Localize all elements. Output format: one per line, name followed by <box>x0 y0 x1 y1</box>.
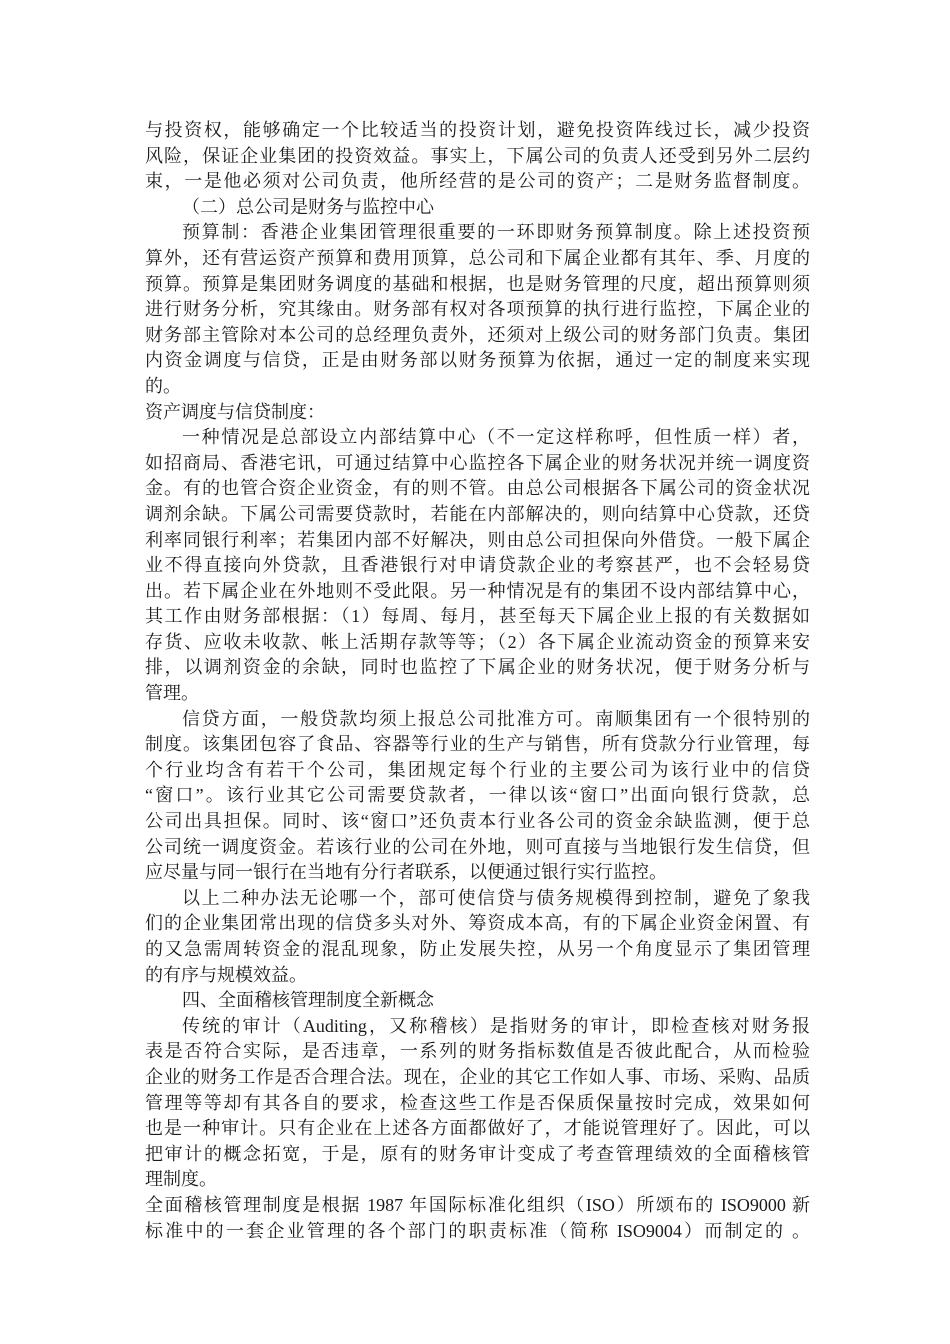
text-line: “窗口”。该行业其它公司需要贷款者，一律以该“窗口”出面向银行贷款，总 <box>145 785 810 806</box>
text-line: 信贷方面，一般贷款均须上报总公司批准方可。南顺集团有一个很特别的 <box>182 708 810 729</box>
text-line: 其工作由财务部根据：（1）每周、每月，甚至每天下属企业上报的有关数据如 <box>145 606 810 627</box>
text-line: 调剂余缺。下属公司需要贷款时，若能在内部解决的，则向结算中心贷款，还贷 <box>145 503 810 524</box>
text-line: 管理。 <box>145 683 199 704</box>
text-line: 的又急需周转资金的混乱现象，防止发展失控，从另一个角度显示了集团管理 <box>145 939 810 959</box>
text-line: 四、全面稽核管理制度全新概念 <box>182 990 434 1011</box>
text-line: 们的企业集团常出现的信贷多头对外、筹资成本高，有的下属企业资金闲置、有 <box>145 913 810 934</box>
text-line: 预算制：香港企业集团管理很重要的一环即财务预算制度。除上述投资预 <box>182 222 810 243</box>
text-line: 与投资权，能够确定一个比较适当的投资计划，避免投资阵线过长，减少投资 <box>145 120 810 140</box>
text-line: 业不得直接向外贷款，且香港银行对申请贷款企业的考察甚严，也不会轻易贷 <box>145 555 810 576</box>
text-line: （二）总公司是财务与监控中心 <box>182 196 434 217</box>
text-line: 预算。预算是集团财务调度的基础和根据，也是财务管理的尺度，超出预算则须 <box>145 273 810 294</box>
text-line: 排，以调剂资金的余缺，同时也监控了下属企业的财务状况，便于财务分析与 <box>145 657 810 678</box>
text-line: 束，一是他必须对公司负责，他所经营的是公司的资产；二是财务监督制度。 <box>145 171 810 192</box>
text-line: 企业的财务工作是否合理合法。现在，企业的其它工作如人事、市场、采购、品质 <box>145 1066 810 1087</box>
text-line: 存货、应收未收款、帐上活期存款等等；（2）各下属企业流动资金的预算来安 <box>145 631 810 652</box>
text-line: 内资金调度与信贷，正是由财务部以财务预算为依据，通过一定的制度来实现 <box>145 350 810 371</box>
text-line: 管理等等却有其各自的要求，检查这些工作是否保质保量按时完成，效果如何 <box>145 1092 810 1113</box>
text-line: 算外，还有营运资产预算和费用顶算，总公司和下属企业都有其年、季、月度的 <box>145 247 810 268</box>
text-line: 理制度。 <box>145 1169 217 1190</box>
text-line: 一种情况是总部设立内部结算中心（不一定这样称呼，但性质一样）者， <box>182 427 810 448</box>
text-line: 制度。该集团包容了食品、容器等行业的生产与销售，所有贷款分行业管理，每 <box>145 734 810 755</box>
text-line: 金。有的也管合资企业资金，有的则不管。由总公司根据各下属公司的资金状况 <box>145 478 810 499</box>
text-line: 把审计的概念拓宽，于是，原有的财务审计变成了考查管理绩效的全面稽核管 <box>145 1143 810 1164</box>
text-line: 资产调度与信贷制度： <box>145 401 325 422</box>
text-line: 出。若下属企业在外地则不受此限。另一种情况是有的集团不设内部结算中心， <box>145 580 810 601</box>
text-line: 传统的审计（Auditing，又称稽核）是指财务的审计，即检查核对财务报 <box>182 1015 810 1036</box>
text-line: 公司统一调度资金。若该行业的公司在外地，则可直接与当地银行发生信贷，但 <box>145 836 810 857</box>
text-line: 应尽量与同一银行在当地有分行者联系，以便通过银行实行监控。 <box>145 862 667 883</box>
text-line: 也是一种审计。只有企业在上述各方面都做好了，才能说管理好了。因此，可以 <box>145 1118 810 1139</box>
text-line: 的有序与规模效益。 <box>145 964 307 985</box>
text-line: 如招商局、香港宅讯，可通过结算中心监控各下属企业的财务状况并统一调度资 <box>145 452 810 473</box>
text-line: 财务部主管除对本公司的总经理负责外，还须对上级公司的财务部门负责。集团 <box>145 324 810 345</box>
text-line: 风险，保证企业集团的投资效益。事实上，下属公司的负责人还受到另外二层约 <box>145 145 810 166</box>
text-line: 利率同银行利率；若集团内部不好解决，则由总公司担保向外借贷。一般下属企 <box>145 529 810 550</box>
text-line: 公司出具担保。同时、该“窗口”还负责本行业各公司的资金余缺监测，便于总 <box>145 811 810 832</box>
text-line: 表是否符合实际，是否违章，一系列的财务指标数值是否彼此配合，从而检验 <box>145 1041 810 1062</box>
text-line: 标准中的一套企业管理的各个部门的职责标准（简称 ISO9004）而制定的 。 <box>145 1220 810 1241</box>
document-text-block <box>145 118 810 1244</box>
text-line: 个行业均含有若干个公司，集团规定每个行业的主要公司为该行业中的信贷 <box>145 759 810 780</box>
text-line: 的。 <box>145 375 181 396</box>
text-line: 以上二种办法无论哪一个，部可使信贷与债务规模得到控制，避免了象我 <box>182 887 810 908</box>
text-line: 进行财务分析，究其缘由。财务部有权对各项预算的执行进行监控，下属企业的 <box>145 299 810 320</box>
text-line: 全面稽核管理制度是根据 1987 年国际标准化组织（ISO）所颂布的 ISO9000 新 <box>145 1194 810 1215</box>
